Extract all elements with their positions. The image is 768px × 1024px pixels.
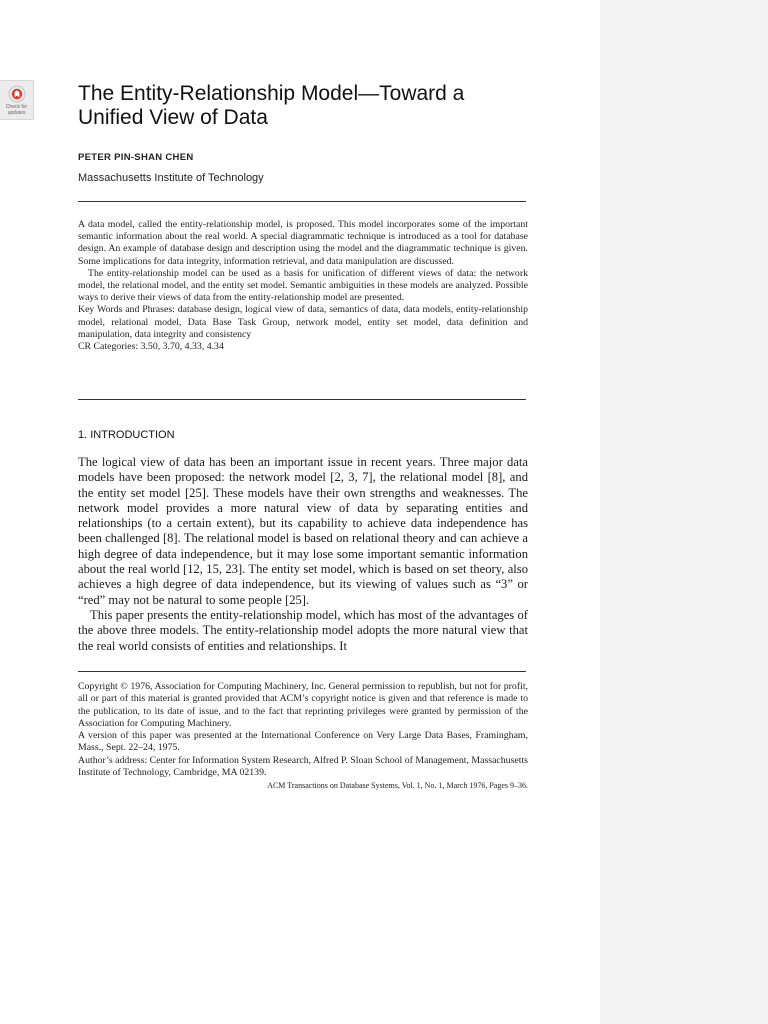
body-text (78, 455, 528, 654)
divider-top (78, 201, 526, 202)
section-heading: 1. INTRODUCTION (78, 429, 175, 441)
author-affiliation: Massachusetts Institute of Technology (78, 172, 264, 184)
divider-abstract (78, 399, 526, 400)
abstract-paragraph-2: The entity-relationship model can be used as a basis for unification of different views of data: the network model, the relational model, and the entity set model. Semantic ambiguities in these models are analyzed. Possible ways to derive their views of data from the entity-relationship model are presented. (78, 267, 528, 304)
copyright-notice: Copyright © 1976, Association for Computing Machinery, Inc. General permission to republish, but not for profit, all or part of this material is granted provided that ACM’s copyright notice is given and that reference is made to the publication, to its date of issue, and to the fact that reprinting privileges were granted by permission of the Association for Computing Machinery. (78, 681, 528, 729)
abstract-paragraph-1: A data model, called the entity-relationship model, is proposed. This model incorporates some of the important semantic information about the real world. A special diagrammatic technique is introduced as a tool for database design. An example of database design and description using the model and the diagrammatic technique is given. Some implications for data integrity, information retrieval, and data manipulation are discussed. (78, 219, 528, 267)
body-paragraph-2: This paper presents the entity-relationship model, which has most of the advantages of the above three models. The entity-relationship model adopts the more natural view that the real world consists of entities and relationships. It (78, 607, 528, 653)
author-address: Author’s address: Center for Information System Research, Alfred P. Sloan School of Management, Massachusetts Institute of Technology, Cambridge, MA 02139. (78, 754, 528, 779)
body-paragraph-1: The logical view of data has been an important issue in recent years. Three major data models have been proposed: the network model [2, 3, 7], the relational model [8], and the entity set model [25]. These models have their own strengths and weaknesses. The network model provides a more natural view of data by separating entities and relationships (to a certain extent), but its capability to achieve data independence has been challenged [8]. The relational model is based on relational theory and can achieve a high degree of data independence, but it may lose some important semantic information about the real world [12, 15, 23]. The entity set model, which is based on set theory, also achieves a high degree of data independence, but its viewing of values such as “3” or “red” may not be natural to some people [25]. (78, 455, 528, 607)
abstract (78, 219, 528, 353)
paper-title-line-1: The Entity-Relationship Model—Toward a (78, 82, 465, 105)
keywords: Key Words and Phrases: database design, logical view of data, semantics of data, data models, entity-relationship model, relational model, Data Base Task Group, network model, entity set model, data definition and manipulation, data integrity and consistency (78, 304, 528, 340)
footnote-divider (78, 671, 526, 672)
footnote (78, 681, 528, 779)
author-name: PETER PIN-SHAN CHEN (78, 152, 194, 163)
paper-title-line-2: Unified View of Data (78, 106, 268, 129)
check-for-updates-icon (8, 85, 26, 103)
cr-categories: CR Categories: 3.50, 3.70, 4.33, 4.34 (78, 341, 224, 353)
check-for-updates-badge[interactable] (0, 80, 34, 120)
paper-title (78, 82, 464, 130)
journal-citation: ACM Transactions on Database Systems, Vol. 1, No. 1, March 1976, Pages 9–36. (267, 781, 528, 790)
conference-note: A version of this paper was presented at the International Conference on Very Large Data Bases, Framingham, Mass., Sept. 22–24, 1975. (78, 730, 528, 754)
check-for-updates-label: Check for updates (5, 104, 28, 116)
